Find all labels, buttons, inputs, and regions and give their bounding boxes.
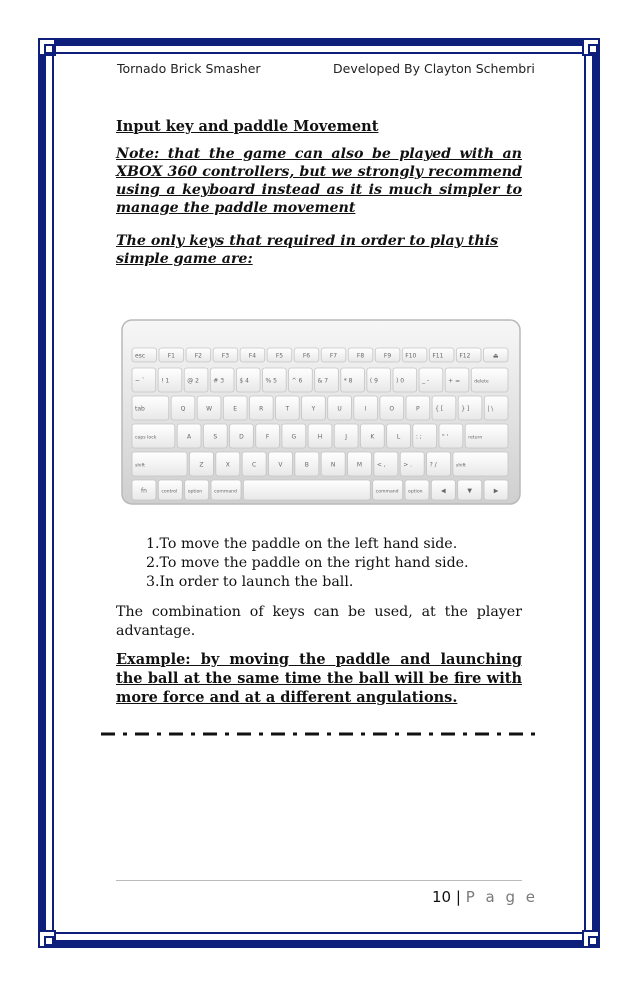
keyboard-key-label: ▶ bbox=[493, 487, 499, 495]
keyboard-key-label: tab bbox=[135, 405, 145, 413]
footer-rule bbox=[116, 880, 522, 881]
keyboard-key-label: : ; bbox=[415, 433, 422, 441]
keyboard-key-label: S bbox=[213, 433, 218, 441]
keyboard-key-label: ^ 6 bbox=[291, 377, 303, 385]
keyboard-key-label: C bbox=[252, 461, 257, 469]
keyboard-key-label: option bbox=[187, 489, 203, 495]
keyboard-key-label: F9 bbox=[383, 352, 392, 360]
keyboard-key-label: F8 bbox=[356, 352, 365, 360]
keyboard-key-label: W bbox=[206, 405, 213, 413]
keyboard-key-label: > . bbox=[403, 461, 413, 469]
keyboard-key-label: R bbox=[259, 405, 264, 413]
keyboard-key-label: + = bbox=[448, 377, 461, 385]
corner-ornament-bottom-left bbox=[38, 930, 56, 948]
keyboard-key-label: fn bbox=[141, 487, 147, 495]
keyboard-key-label: control bbox=[161, 489, 178, 495]
keyboard-key-label: < , bbox=[376, 461, 386, 469]
dash-dot-separator bbox=[101, 732, 539, 736]
keyboard-key-label: shift bbox=[455, 463, 466, 469]
keyboard-key-label: Q bbox=[180, 405, 186, 413]
keyboard-key-label: F3 bbox=[221, 352, 230, 360]
keyboard-key-label: T bbox=[285, 405, 290, 413]
keyboard-key-label: J bbox=[345, 433, 348, 441]
keyboard-key-label: ? / bbox=[429, 461, 437, 469]
keyboard-key-label: G bbox=[291, 433, 297, 441]
header-author: Developed By Clayton Schembri bbox=[333, 61, 535, 76]
keyboard-key-label: B bbox=[304, 461, 309, 469]
example-paragraph: Example: by moving the paddle and launching the ball at the same time the ball will be fire with more force and at a different angulations. bbox=[116, 651, 522, 706]
keyboard-key-label: V bbox=[278, 461, 283, 469]
corner-ornament-top-right bbox=[582, 38, 600, 56]
corner-ornament-bottom-right bbox=[582, 930, 600, 948]
keyboard-key-label: U bbox=[337, 405, 342, 413]
keyboard-key-label: | \ bbox=[487, 405, 494, 413]
keyboard-image bbox=[120, 318, 522, 508]
keyboard-key-label: F11 bbox=[432, 352, 444, 360]
keyboard-key-label: caps lock bbox=[135, 435, 157, 441]
keyboard-key-label: L bbox=[396, 433, 401, 441]
note-paragraph: Note: that the game can also be played with an XBOX 360 controllers, but we strongly recommend using a keyboard instead as it is much simpler to manage the paddle movement bbox=[116, 146, 522, 216]
page-separator: | bbox=[455, 888, 461, 906]
keyboard-key-label: return bbox=[468, 435, 483, 441]
keyboard-key-label: ◀ bbox=[441, 487, 446, 495]
step-item: 2.To move the paddle on the right hand side. bbox=[146, 555, 469, 571]
step-item: 3.In order to launch the ball. bbox=[146, 574, 354, 590]
keyboard-key-label: P bbox=[416, 405, 420, 413]
keyboard-key-label: command bbox=[214, 489, 237, 495]
keyboard-key-label: delete bbox=[474, 379, 489, 385]
keyboard-key-label: F10 bbox=[405, 352, 417, 360]
keyboard-key-label: # 3 bbox=[213, 377, 225, 385]
keyboard-key-label: I bbox=[364, 405, 367, 413]
section-title: Input key and paddle Movement bbox=[116, 118, 379, 135]
keys-intro: The only keys that required in order to play this simple game are: bbox=[116, 233, 499, 267]
keyboard-key-label: F7 bbox=[329, 352, 338, 360]
steps-list bbox=[146, 535, 469, 592]
page-number bbox=[432, 888, 538, 906]
corner-ornament-top-left bbox=[38, 38, 56, 56]
keyboard-key-label: A bbox=[187, 433, 192, 441]
step-item: 1.To move the paddle on the left hand side. bbox=[146, 536, 458, 552]
keyboard-key-label: F6 bbox=[302, 352, 311, 360]
keyboard-key-label: F4 bbox=[248, 352, 257, 360]
keyboard-key-label: } ] bbox=[461, 405, 470, 413]
keyboard-key-label: F1 bbox=[167, 352, 175, 360]
keyboard-key-label: F5 bbox=[275, 352, 284, 360]
keyboard-illustration bbox=[120, 318, 522, 508]
keyboard-key-label: ~ ` bbox=[135, 377, 145, 385]
keyboard-key-label: F2 bbox=[194, 352, 203, 360]
keyboard-key-label: F bbox=[265, 433, 270, 441]
keyboard-key-label: $ 4 bbox=[239, 377, 249, 385]
keyboard-key-label: ! 1 bbox=[161, 377, 170, 385]
keyboard-key-label: * 8 bbox=[343, 377, 353, 385]
keyboard-key-label: % 5 bbox=[265, 377, 277, 385]
keyboard-key-label: E bbox=[233, 405, 238, 413]
keyboard-key bbox=[243, 480, 370, 500]
keyboard-key-label: F12 bbox=[459, 352, 471, 360]
keyboard-key-label: ⏏ bbox=[492, 352, 499, 360]
keyboard-key-label: M bbox=[356, 461, 363, 469]
keyboard-key-label: N bbox=[330, 461, 336, 469]
keyboard-key-label: option bbox=[408, 489, 423, 495]
keyboard-key-label: shift bbox=[135, 463, 145, 469]
keyboard-key-label: @ 2 bbox=[187, 377, 199, 385]
keyboard-key-label: _ - bbox=[422, 377, 430, 385]
keyboard-key-label: ) 0 bbox=[395, 377, 405, 385]
keyboard-key-label: esc bbox=[135, 352, 146, 360]
keyboard-key-label: D bbox=[239, 433, 244, 441]
keyboard-key-label: H bbox=[317, 433, 323, 441]
page-label: P a g e bbox=[465, 888, 539, 906]
keyboard-key-label: " ' bbox=[442, 433, 449, 441]
keyboard-key-label: Y bbox=[311, 405, 316, 413]
keyboard-key-label: Z bbox=[199, 461, 204, 469]
keyboard-key-label: K bbox=[370, 433, 375, 441]
keyboard-key-label: ( 9 bbox=[369, 377, 378, 385]
keyboard-key-label: & 7 bbox=[317, 377, 329, 385]
page-number-value: 10 bbox=[432, 888, 452, 906]
combination-paragraph: The combination of keys can be used, at the player advantage. bbox=[116, 604, 522, 639]
keyboard-key-label: X bbox=[225, 461, 230, 469]
keyboard-key-label: O bbox=[389, 405, 395, 413]
keyboard-key-label: { [ bbox=[435, 405, 444, 413]
header-title: Tornado Brick Smasher bbox=[117, 61, 261, 76]
keyboard-key-label: ▼ bbox=[467, 487, 472, 495]
keyboard-key-label: command bbox=[375, 489, 399, 495]
